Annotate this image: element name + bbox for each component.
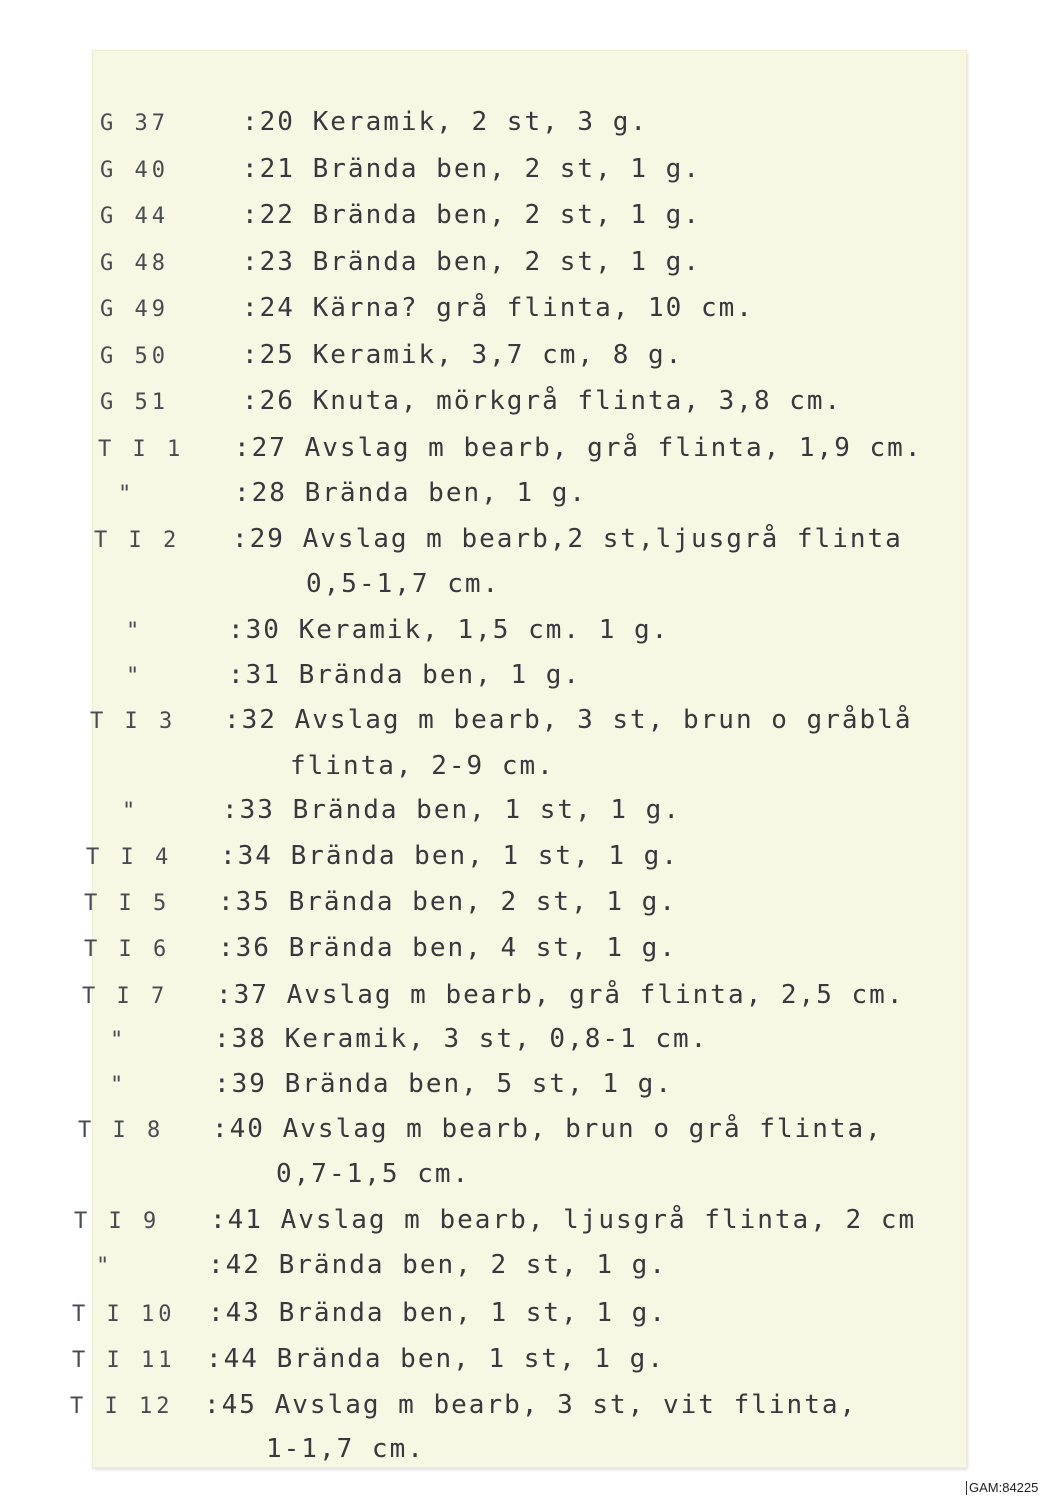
index-card [70, 50, 967, 1468]
entry-row [82, 980, 967, 1014]
entry-row [92, 1069, 967, 1103]
entry-row [72, 1344, 967, 1378]
entry-continuation: 0,7-1,5 cm. [276, 1159, 471, 1189]
entry-row [92, 247, 967, 281]
entry-text: :20 Keramik, 2 st, 3 g. [242, 107, 649, 137]
entry-text: :39 Brända ben, 5 st, 1 g. [214, 1069, 673, 1099]
entry-key: G 51 [100, 390, 169, 415]
entry-row [92, 386, 967, 420]
entry-key: " [110, 1028, 128, 1053]
entry-text: :22 Brända ben, 2 st, 1 g. [242, 200, 701, 230]
entry-key: G 37 [100, 111, 169, 136]
entry-row [72, 1298, 967, 1332]
entry-row [92, 154, 967, 188]
entry-text: :28 Brända ben, 1 g. [234, 478, 588, 508]
entry-row [92, 524, 967, 558]
entry-text: :43 Brända ben, 1 st, 1 g. [208, 1298, 667, 1328]
entry-text: :29 Avslag m bearb,2 st,ljusgrå flinta [232, 524, 903, 554]
entry-row [70, 1390, 967, 1424]
entry-text: :26 Knuta, mörkgrå flinta, 3,8 cm. [242, 386, 843, 416]
entry-key: G 40 [100, 158, 169, 183]
entry-text: :32 Avslag m bearb, 3 st, brun o gråblå [224, 705, 913, 735]
entry-text: :30 Keramik, 1,5 cm. 1 g. [228, 615, 670, 645]
entry-row [92, 615, 967, 649]
entry-key: T I 2 [94, 528, 181, 553]
entry-row [92, 200, 967, 234]
entry-key: T I 6 [84, 937, 171, 962]
entry-row [78, 1114, 967, 1148]
entry-key: T I 3 [90, 709, 177, 734]
entry-text: :33 Brända ben, 1 st, 1 g. [222, 795, 681, 825]
entry-key: " [122, 799, 140, 824]
entry-continuation: flinta, 2-9 cm. [290, 751, 555, 781]
entry-text: :23 Brända ben, 2 st, 1 g. [242, 247, 701, 277]
entry-key: T I 10 [72, 1302, 176, 1327]
entry-key: T I 9 [74, 1209, 161, 1234]
archive-tag: GAM:84225 [966, 1481, 1038, 1495]
entry-text: :40 Avslag m bearb, brun o grå flinta, [212, 1114, 883, 1144]
entry-text: :45 Avslag m bearb, 3 st, vit flinta, [204, 1390, 858, 1420]
entry-row [92, 705, 967, 739]
entry-text: :38 Keramik, 3 st, 0,8-1 cm. [214, 1024, 709, 1054]
entry-key: " [110, 1073, 128, 1098]
entry-row [86, 841, 967, 875]
entry-key: " [126, 664, 144, 689]
entry-row [92, 433, 967, 467]
entry-row [84, 933, 967, 967]
entry-text: :44 Brända ben, 1 st, 1 g. [206, 1344, 665, 1374]
entry-text: :27 Avslag m bearb, grå flinta, 1,9 cm. [234, 433, 923, 463]
entry-row [92, 293, 967, 327]
entry-key: G 48 [100, 251, 169, 276]
entry-row [84, 887, 967, 921]
entry-text: :24 Kärna? grå flinta, 10 cm. [242, 293, 754, 323]
entry-row [92, 107, 967, 141]
entry-row [92, 660, 967, 694]
entry-row [92, 1024, 967, 1058]
entry-continuation: 1-1,7 cm. [266, 1434, 425, 1464]
entry-text: :25 Keramik, 3,7 cm, 8 g. [242, 340, 684, 370]
entry-text: :41 Avslag m bearb, ljusgrå flinta, 2 cm [210, 1205, 917, 1235]
entry-key: T I 1 [98, 437, 185, 462]
entry-key: T I 4 [86, 845, 173, 870]
entry-row [92, 1434, 967, 1468]
entry-row [92, 569, 967, 603]
entry-key: T I 5 [84, 891, 171, 916]
entry-row [92, 478, 967, 512]
entry-row [92, 1250, 967, 1284]
entry-key: T I 11 [72, 1348, 176, 1373]
entry-key: T I 8 [78, 1118, 165, 1143]
entry-text: :34 Brända ben, 1 st, 1 g. [220, 841, 679, 871]
entry-text: :31 Brända ben, 1 g. [228, 660, 582, 690]
entry-key: T I 12 [70, 1394, 174, 1419]
entry-key: G 44 [100, 204, 169, 229]
entry-text: :37 Avslag m bearb, grå flinta, 2,5 cm. [216, 980, 905, 1010]
entry-row [92, 1159, 967, 1193]
entry-row [74, 1205, 967, 1239]
entry-row [92, 340, 967, 374]
entry-key: " [118, 482, 136, 507]
entry-text: :35 Brända ben, 2 st, 1 g. [218, 887, 677, 917]
entry-key: G 49 [100, 297, 169, 322]
entry-text: :42 Brända ben, 2 st, 1 g. [208, 1250, 667, 1280]
entry-row [92, 751, 967, 785]
entry-key: " [96, 1254, 114, 1279]
entry-key: T I 7 [82, 984, 169, 1009]
entry-row [92, 795, 967, 829]
entry-key: G 50 [100, 344, 169, 369]
entry-key: " [126, 619, 144, 644]
entry-continuation: 0,5-1,7 cm. [306, 569, 501, 599]
entry-text: :36 Brända ben, 4 st, 1 g. [218, 933, 677, 963]
entry-text: :21 Brända ben, 2 st, 1 g. [242, 154, 701, 184]
